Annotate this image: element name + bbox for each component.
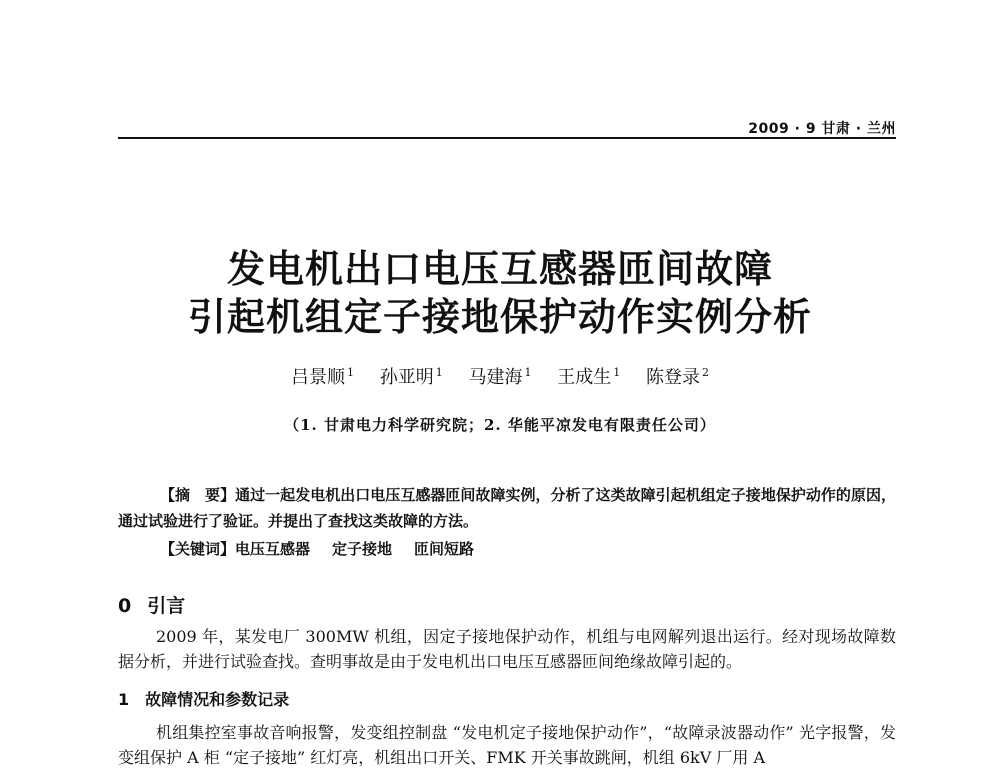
keywords — [118, 536, 938, 562]
paper-title-line-1: 发电机出口电压互感器匝间故障 — [226, 246, 773, 291]
author — [469, 367, 532, 388]
issue-header: 2009 · 9 甘肃 · 兰州 — [748, 121, 896, 137]
keyword: 定子接地 — [332, 540, 393, 558]
author-affiliation-mark: 1 — [524, 366, 532, 379]
author-affiliation-mark: 1 — [347, 366, 355, 379]
paper-title-line-2: 引起机组定子接地保护动作实例分析 — [187, 294, 812, 339]
section-heading — [118, 687, 289, 710]
section-heading — [118, 591, 185, 618]
header-rule — [118, 137, 896, 139]
author-name: 孙亚明 — [379, 367, 434, 388]
author — [646, 367, 709, 388]
author — [557, 367, 620, 388]
author-name: 王成生 — [557, 367, 612, 388]
author-affiliation-mark: 2 — [701, 366, 709, 379]
abstract-text: 通过一起发电机出口电压互感器匝间故障实例，分析了这类故障引起机组定子接地保护动作的原因，通过试验进行了验证。并提出了查找这类故障的方法。 — [118, 486, 896, 530]
affiliations: （1. 甘肃电力科学研究院；2. 华能平凉发电有限责任公司） — [284, 416, 716, 434]
keyword: 电压互感器 — [235, 540, 311, 558]
keywords-label: 【关键词】 — [160, 540, 236, 558]
author-name: 吕景顺 — [291, 367, 346, 388]
section-title: 故障情况和参数记录 — [145, 690, 290, 709]
author-name: 马建海 — [468, 367, 523, 388]
author-affiliation-mark: 1 — [435, 366, 443, 379]
section-number: 1 — [118, 690, 130, 709]
author — [291, 367, 354, 388]
keyword: 匝间短路 — [414, 540, 475, 558]
section-number: 0 — [118, 595, 132, 617]
abstract-label: 【摘 要】 — [160, 486, 236, 504]
author — [380, 367, 443, 388]
author-name: 陈登录 — [645, 367, 700, 388]
body-paragraph: 2009 年，某发电厂 300MW 机组，因定子接地保护动作，机组与电网解列退出运行。经对现场故障数据分析，并进行试验查找。查明事故是由于发电机出口电压互感器匝间绝缘故障引起的。 — [118, 627, 896, 671]
body-paragraph: 机组集控室事故音响报警，发变组控制盘 “发电机定子接地保护动作”，“故障录波器动作” 光字报警，发变组保护 A 柜 “定子接地” 红灯亮，机组出口开关、FMK 开关事故跳闸，机组 6kV 厂用 A — [118, 723, 896, 767]
section-title: 引言 — [147, 595, 186, 617]
author-affiliation-mark: 1 — [613, 366, 621, 379]
author-list — [0, 363, 1000, 389]
abstract — [118, 482, 896, 534]
